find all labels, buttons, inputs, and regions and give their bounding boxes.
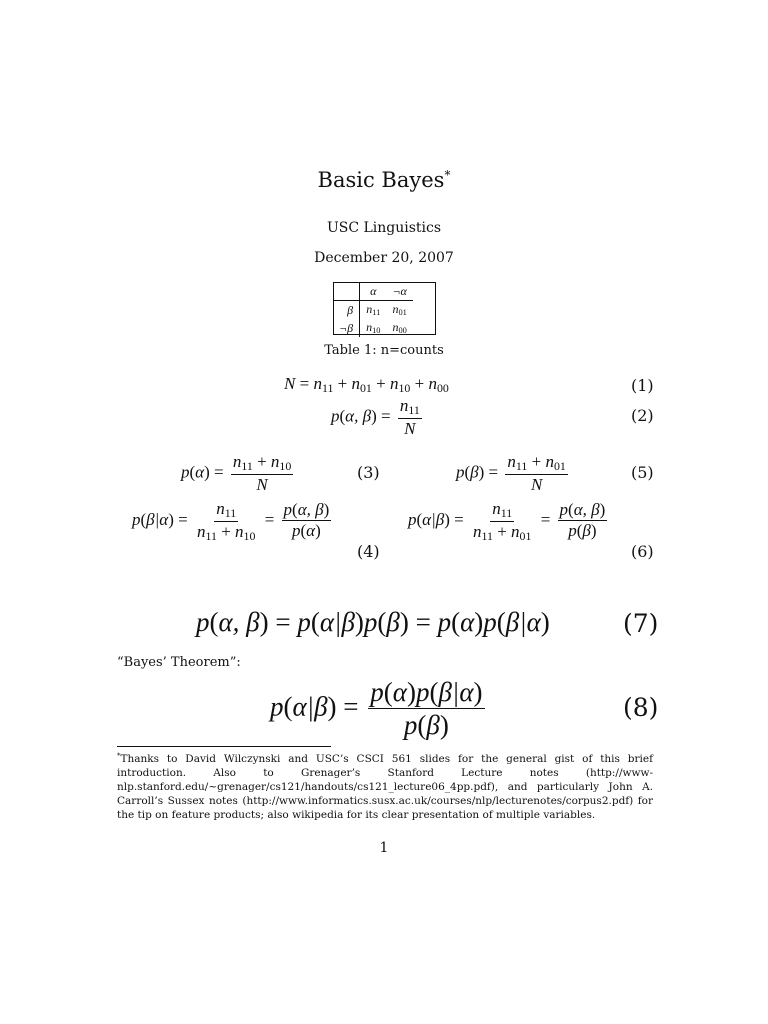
author: USC Linguistics (326, 220, 442, 236)
equation-number: (2) (631, 406, 654, 425)
equation-4: p(β|α) = $\frac{n_{11}}{n_{11} + n_{10}}$ = $\frac{p(\alpha, \beta)}{p(\alpha)}$ (132, 499, 330, 543)
table-row (333, 301, 413, 320)
equation-5: p(β) = $\frac{n_{11} + n_{01}}{N}$ (456, 452, 566, 494)
equation-number: (8) (623, 693, 659, 722)
table-caption: Table 1: n=counts (324, 343, 444, 358)
title-footnote-mark: * (444, 168, 451, 182)
table-cell: $n_{00}$ (392, 320, 407, 336)
counts-table (333, 282, 413, 337)
table-row-header: ¬β (333, 319, 360, 337)
footnote (117, 749, 653, 822)
equation-number: (7) (623, 609, 659, 638)
table-cell: $n_{01}$ (392, 302, 407, 318)
title-text: Basic Bayes (317, 168, 445, 192)
equation-1: $N = n_{11} + n_{01} + n_{10} + n_{00}$ (284, 374, 449, 395)
equation-number: (1) (631, 376, 654, 395)
table-header-row (333, 282, 413, 301)
table-row-header: β (333, 301, 360, 320)
equation-2: p(α, β) = $\frac{n_{11}}{N}$ (331, 396, 420, 438)
bayes-theorem-label: “Bayes’ Theorem”: (117, 655, 241, 670)
equation-8: p(α|β) = $\frac{p(\alpha)p(\beta|\alpha)}{p(\beta)}$ (270, 677, 483, 741)
equation-6: p(α|β) = $\frac{n_{11}}{n_{11} + n_{01}}$ = $\frac{p(\alpha, \beta)}{p(\beta)}$ (408, 499, 606, 543)
table-col-header: α (360, 282, 387, 301)
date: December 20, 2007 (314, 250, 454, 266)
equation-3: p(α) = $\frac{n_{11} + n_{10}}{N}$ (181, 452, 292, 494)
page-number: 1 (379, 840, 389, 856)
equation-number: (6) (631, 542, 654, 561)
footnote-text: Thanks to David Wilczynski and USC’s CSCI 561 slides for the general gist of this brief introduction. Also to Grenager’s Stanford Lecture notes (http://www-nlp.stanford.edu/~grenager/cs121/handouts/cs121_lecture06_4pp.pdf), and particularly John A. Carroll’s Sussex notes (http://www.informatics.susx.ac.uk/courses/nlp/lecturenotes/corpus2.pdf) for the tip on feature products; also wikipedia for its clear presentation of multiple variables. (117, 753, 653, 821)
equation-number: (5) (631, 463, 654, 482)
table-cell: $n_{10}$ (366, 320, 381, 336)
table-cell: $n_{11}$ (366, 302, 381, 318)
equation-7: p(α, β) = p(α|β)p(β) = p(α)p(β|α) (196, 607, 550, 637)
paper-title (0, 168, 768, 192)
footnote-rule (117, 746, 331, 747)
footnote-mark: * (117, 752, 121, 760)
table-row (333, 319, 413, 337)
table-col-header: ¬α (386, 282, 412, 301)
table-corner-cell (333, 282, 360, 301)
equation-number: (4) (357, 542, 380, 561)
equation-number: (3) (357, 463, 380, 482)
